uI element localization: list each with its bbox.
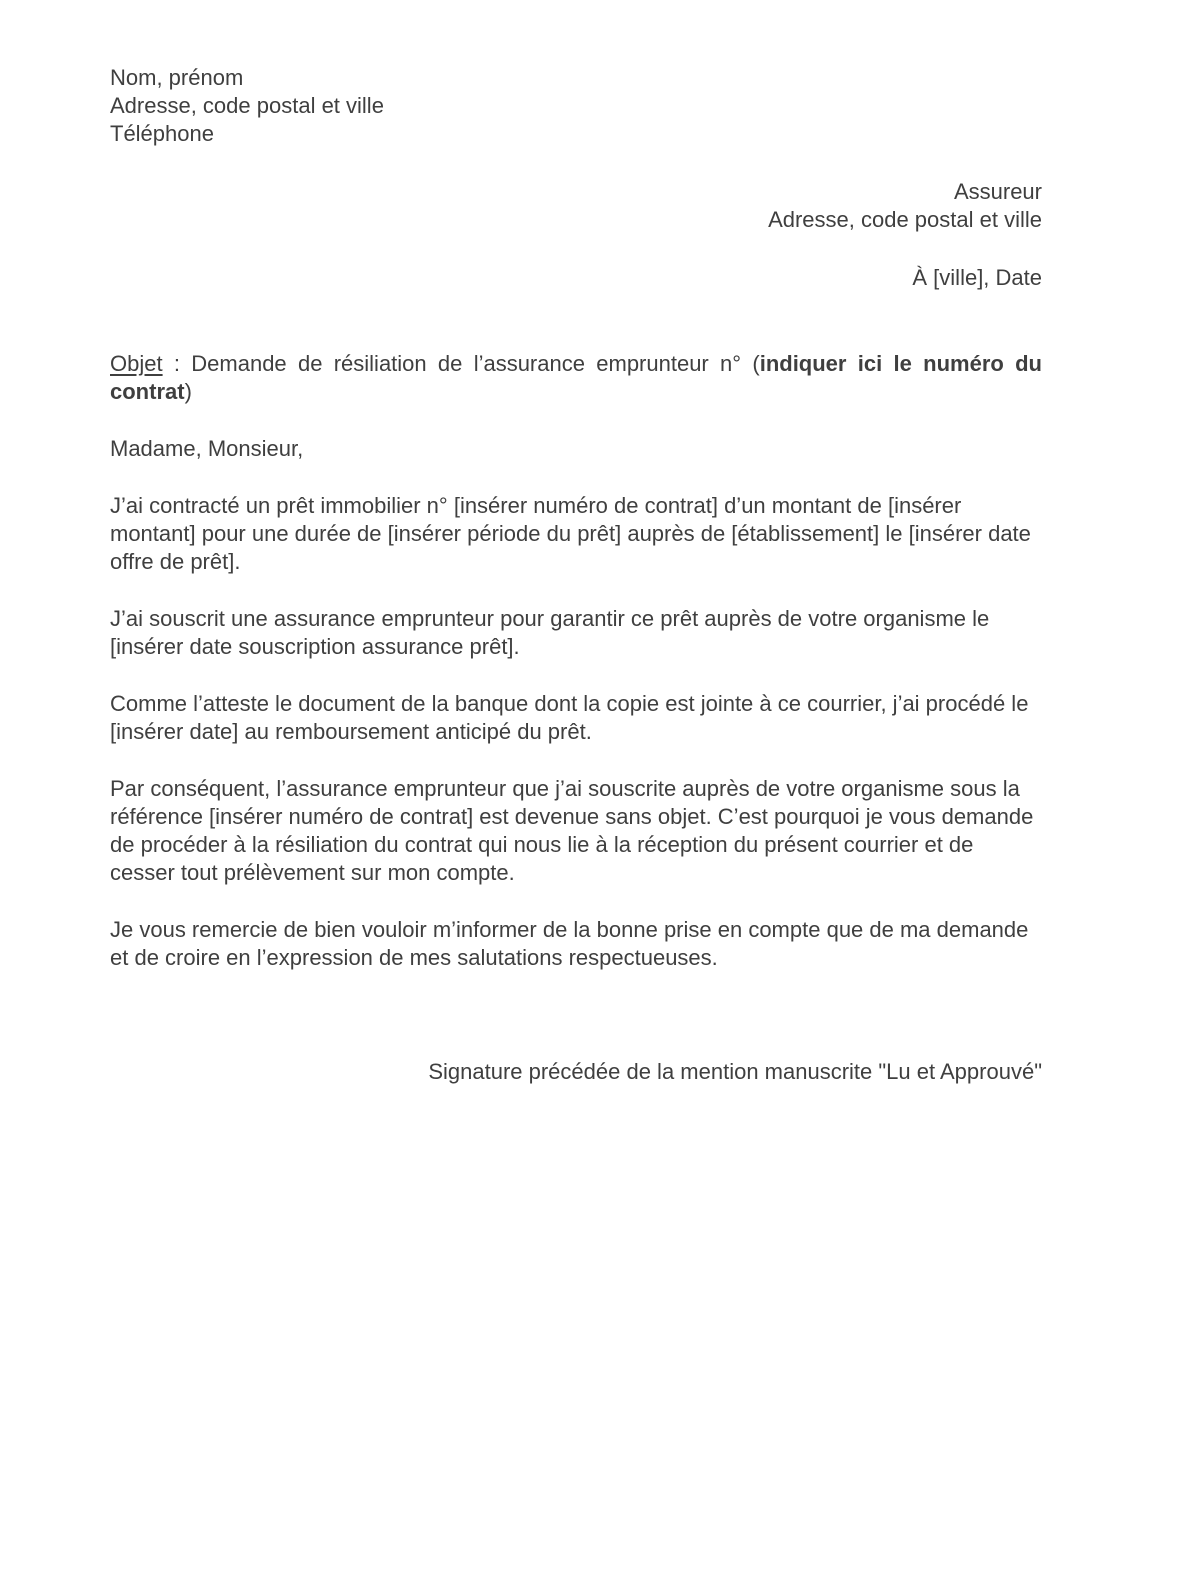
- paragraph-insurance: J’ai souscrit une assurance emprunteur pour garantir ce prêt auprès de votre organisme le [insérer date souscription assurance prêt].: [110, 606, 990, 659]
- salutation: Madame, Monsieur,: [110, 436, 304, 461]
- object-text: Demande de résiliation de l’assurance emprunteur n° (: [191, 351, 760, 376]
- date-line: [110, 264, 1042, 292]
- date-line-text: À [ville], Date: [912, 265, 1042, 290]
- sender-phone: Téléphone: [110, 121, 214, 146]
- sender-block: [110, 64, 1042, 148]
- signature-text: Signature précédée de la mention manuscrite "Lu et Approuvé": [428, 1059, 1042, 1084]
- object-label: Objet: [110, 351, 163, 376]
- recipient-block: [110, 178, 1042, 234]
- signature-block: [110, 1058, 1042, 1086]
- paragraph-repayment: Comme l’atteste le document de la banque dont la copie est jointe à ce courrier, j’ai procédé le [insérer date] au remboursement anticipé du prêt.: [110, 691, 1029, 744]
- sender-address: Adresse, code postal et ville: [110, 93, 384, 118]
- sender-name: Nom, prénom: [110, 65, 244, 90]
- object-contract-number-hint: indiquer ici le numéro du contrat: [110, 351, 1042, 404]
- paragraph-termination: Par conséquent, l’assurance emprunteur que j’ai souscrite auprès de votre organisme sous la référence [insérer numéro de contrat] est devenue sans objet. C’est pourquoi je vous demande de procéder à la résiliation du contrat qui nous lie à la réception du présent courrier et de cesser tout prélèvement sur mon compte.: [110, 776, 1034, 885]
- letter-content: [110, 64, 1042, 1086]
- paragraph-loan: J’ai contracté un prêt immobilier n° [insérer numéro de contrat] d’un montant de [insérer montant] pour une durée de [insérer période du prêt] auprès de [établissement] le [insérer date offre de prêt].: [110, 493, 1031, 574]
- recipient-address: Adresse, code postal et ville: [768, 207, 1042, 232]
- paragraph-closing: Je vous remercie de bien vouloir m’informer de la bonne prise en compte que de ma demande et de croire en l’expression de mes salutations respectueuses.: [110, 917, 1029, 970]
- object-line: [110, 350, 1042, 406]
- recipient-name: Assureur: [953, 179, 1042, 204]
- object-close: ): [184, 379, 192, 404]
- object-separator: :: [162, 351, 192, 376]
